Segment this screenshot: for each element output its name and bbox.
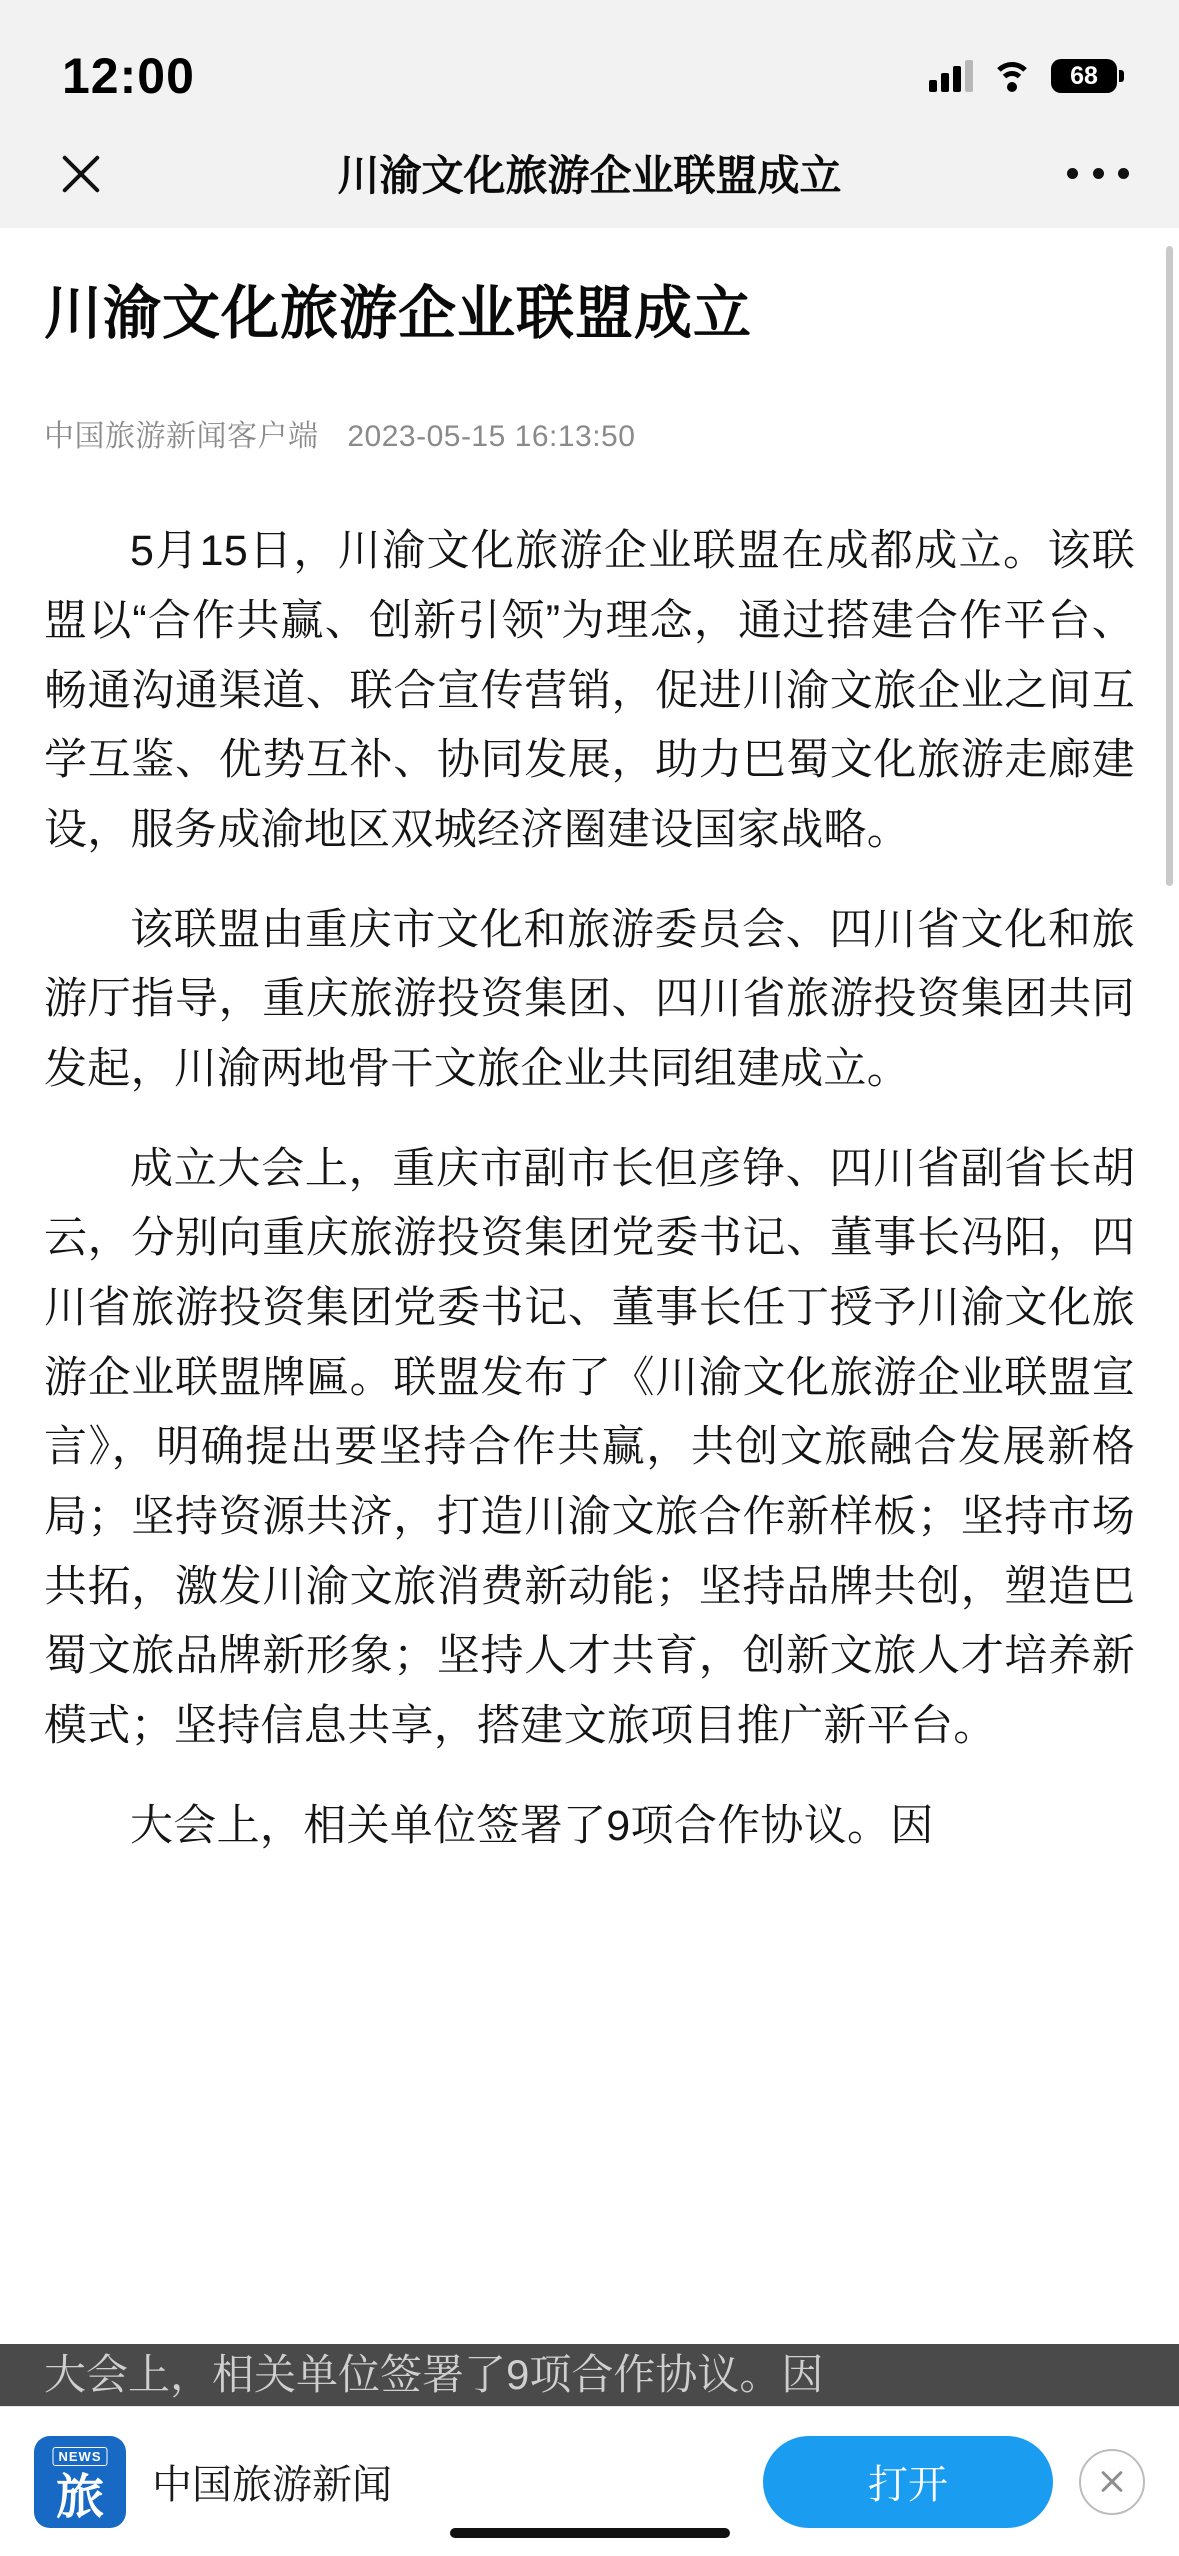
app-name-label: 中国旅游新闻 bbox=[152, 2463, 392, 2507]
app-logo-icon bbox=[34, 2436, 126, 2528]
banner-close-icon[interactable] bbox=[1079, 2449, 1145, 2515]
article-paragraph: 5月15日，川渝文化旅游企业联盟在成都成立。该联盟以“合作共赢、创新引领”为理念，通过搭建合作平台、畅通沟通渠道、联合宣传营销，促进川渝文旅企业之间互学互鉴、优势互补、协同发展，助力巴蜀文化旅游走廊建设，服务成渝地区双城经济圈建设国家战略。 bbox=[44, 527, 1135, 855]
page-title: 川渝文化旅游企业联盟成立 bbox=[337, 152, 842, 199]
article-body bbox=[44, 517, 1135, 1861]
wifi-icon bbox=[991, 60, 1033, 92]
more-options-icon[interactable] bbox=[1067, 168, 1129, 179]
article-title: 川渝文化旅游企业联盟成立 bbox=[44, 281, 753, 346]
navigation-bar bbox=[0, 118, 1179, 228]
app-logo-glyph: 旅 bbox=[55, 2470, 104, 2524]
status-time: 12:00 bbox=[62, 48, 195, 104]
app-logo-tag: NEWS bbox=[53, 2447, 108, 2466]
article-source: 中国旅游新闻客户端 bbox=[44, 420, 319, 454]
cellular-signal-icon bbox=[929, 60, 973, 92]
article-paragraph-partial: 大会上，相关单位签署了9项合作协议。因 bbox=[130, 1801, 934, 1850]
status-indicators bbox=[929, 59, 1117, 93]
article-meta bbox=[44, 411, 1135, 455]
close-icon[interactable] bbox=[50, 142, 112, 204]
scrollbar[interactable] bbox=[1166, 246, 1173, 886]
article-paragraph: 成立大会上，重庆市副市长但彦铮、四川省副省长胡云，分别向重庆旅游投资集团党委书记、董事长冯阳，四川省旅游投资集团党委书记、董事长任丁授予川渝文化旅游企业联盟牌匾。联盟发布了《川渝文化旅游企业联盟宣言》，明确提出要坚持合作共赢，共创文旅融合发展新格局；坚持资源共济，打造川渝文旅合作新样板；坚持市场共拓，激发川渝文旅消费新动能；坚持品牌共创，塑造巴蜀文旅品牌新形象；坚持人才共育，创新文旅人才培养新模式；坚持信息共享，搭建文旅项目推广新平台。 bbox=[44, 1144, 1135, 1750]
status-bar bbox=[0, 0, 1179, 118]
home-indicator bbox=[450, 2528, 730, 2538]
article-timestamp: 2023-05-15 16:13:50 bbox=[347, 420, 636, 454]
content-overlay-strip bbox=[0, 2344, 1179, 2406]
open-app-button[interactable]: 打开 bbox=[763, 2436, 1053, 2528]
article-content bbox=[0, 228, 1179, 1861]
article-scroll-area[interactable] bbox=[0, 228, 1179, 2556]
article-paragraph: 该联盟由重庆市文化和旅游委员会、四川省文化和旅游厅指导，重庆旅游投资集团、四川省旅游投资集团共同发起，川渝两地骨干文旅企业共同组建成立。 bbox=[44, 905, 1135, 1093]
overlay-clipped-text: 大会上，相关单位签署了9项合作协议。因 bbox=[44, 2351, 824, 2398]
battery-indicator: 68 bbox=[1051, 59, 1117, 93]
